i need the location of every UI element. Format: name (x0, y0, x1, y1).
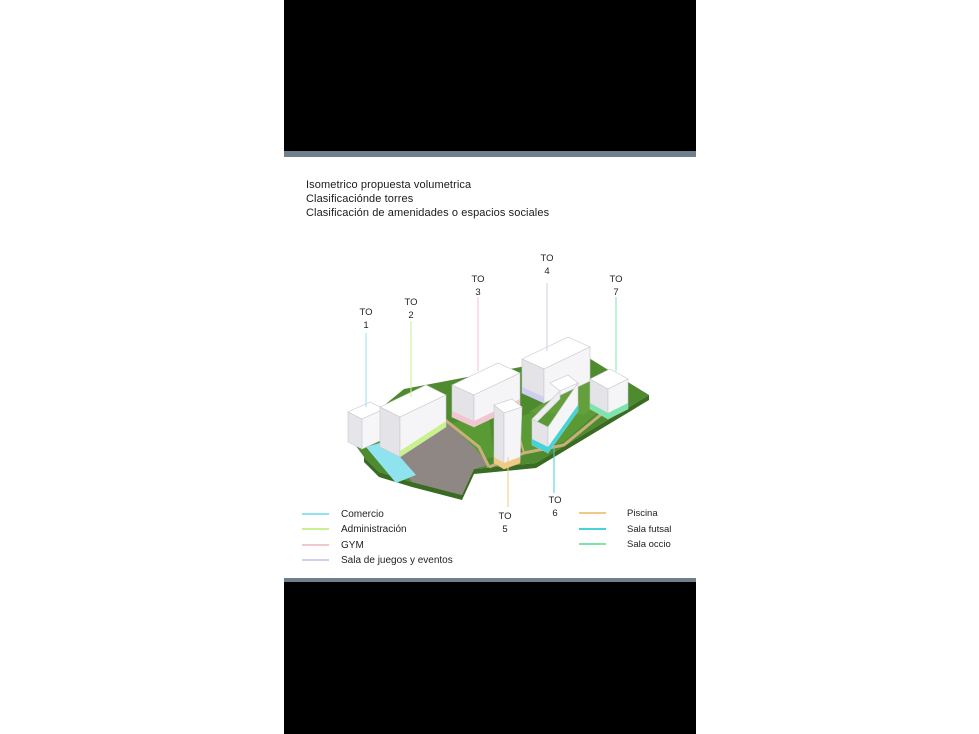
tower-7-label-num: 7 (613, 287, 619, 298)
legend-item-sala-occio (579, 537, 671, 551)
tower-6-label-top: TO (548, 495, 562, 506)
legend-swatch-administracion (302, 528, 329, 530)
tower-3-label-num: 3 (475, 287, 481, 298)
legend-item-sala-juegos (302, 553, 453, 567)
title-line-2: Clasificaciónde torres (306, 193, 414, 205)
legend-swatch-gym (302, 544, 329, 546)
legend-item-comercio (302, 507, 384, 521)
title-line-3: Clasificación de amenidades o espacios sociales (306, 207, 550, 219)
legend-label: Comercio (341, 508, 384, 520)
legend-label: Sala futsal (627, 523, 672, 535)
tower-5-label-num: 5 (502, 524, 508, 535)
legend-swatch-comercio (302, 513, 329, 515)
phone-frame (284, 0, 696, 734)
legend-item-gym (302, 538, 364, 552)
legend-label: Sala occio (627, 538, 671, 550)
slide (284, 151, 696, 582)
legend-swatch-sala-occio (579, 543, 606, 545)
legend-item-piscina (579, 506, 658, 520)
tower-7-volume (590, 369, 628, 419)
legend-swatch-piscina (579, 512, 606, 514)
legend-item-administracion (302, 522, 407, 536)
legend-item-sala-futsal (579, 522, 671, 536)
tower-3-label-top: TO (471, 274, 485, 285)
legend-label: Administración (341, 523, 407, 535)
legend-label: Piscina (627, 507, 658, 519)
legend-swatch-sala-juegos (302, 559, 329, 561)
tower-7-label-top: TO (609, 274, 623, 285)
tower-6-label-num: 6 (552, 508, 558, 519)
tower-1-label-top: TO (359, 307, 373, 318)
tower-2-label-top: TO (404, 297, 418, 308)
legend-swatch-sala-futsal (579, 528, 606, 530)
legend-label: Sala de juegos y eventos (341, 554, 453, 566)
tower-1-label-num: 1 (363, 320, 369, 331)
tower-4-label-top: TO (540, 253, 554, 264)
tower-5-label-top: TO (498, 511, 512, 522)
legend-label: GYM (341, 539, 364, 551)
title-line-1: Isometrico propuesta volumetrica (306, 179, 472, 191)
tower-2-label-num: 2 (408, 310, 414, 321)
tower-4-label-num: 4 (544, 266, 550, 277)
